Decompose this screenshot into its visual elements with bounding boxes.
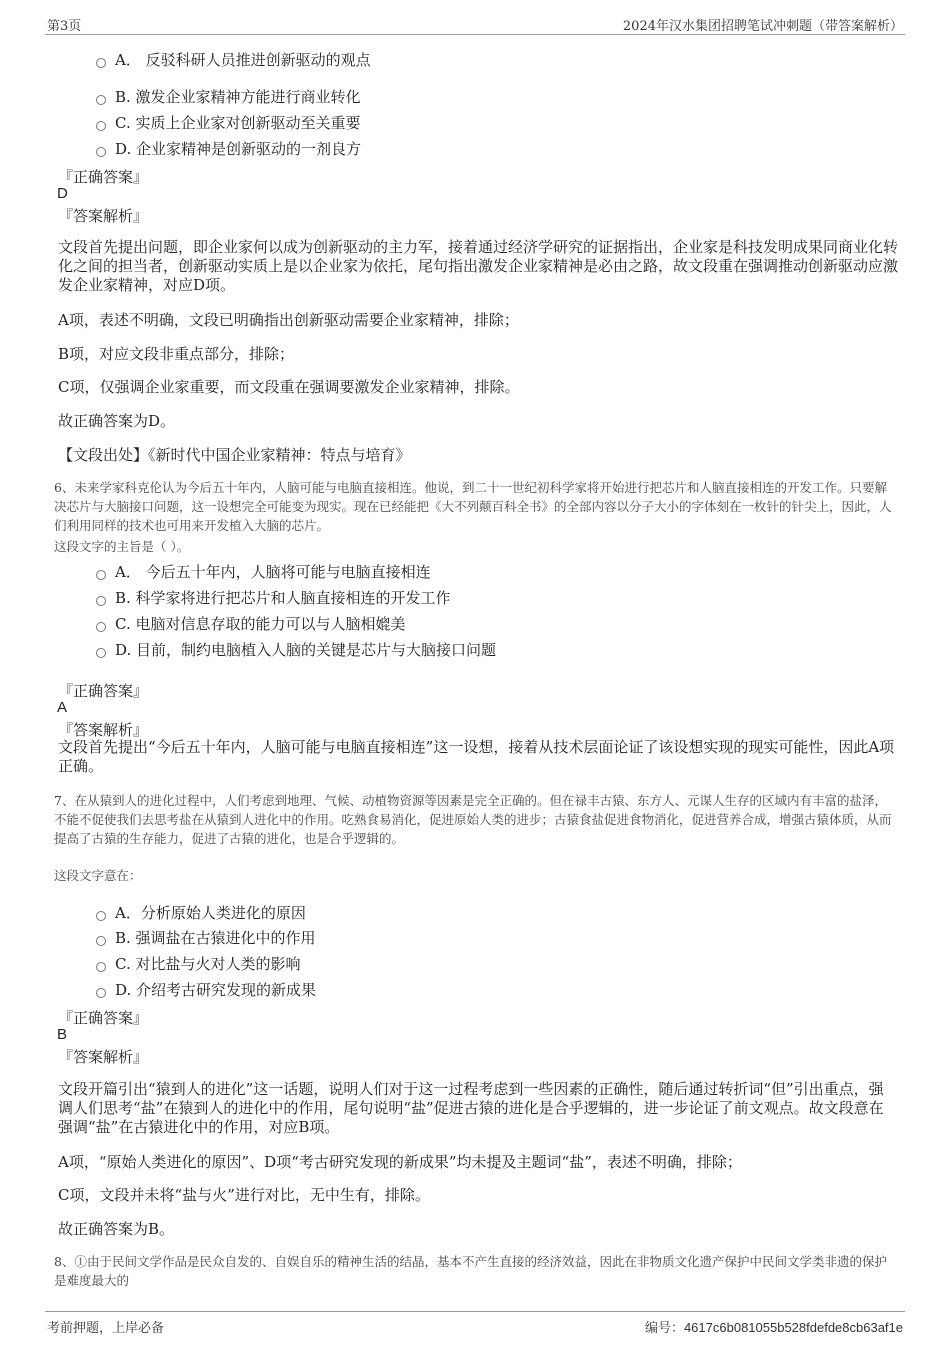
- footer-slogan: 考前押题，上岸必备: [47, 1321, 165, 1336]
- q5-note-c: C项，仅强调企业家重要，而文段重在强调要激发企业家精神，排除。: [58, 378, 520, 396]
- q7-answer: B: [57, 1026, 68, 1043]
- radio-icon[interactable]: [96, 648, 106, 658]
- q5-option-d[interactable]: [96, 138, 361, 159]
- q5-analysis: 文段首先提出问题，即企业家何以成为创新驱动的主力军，接着通过经济学研究的证据指出，企业家是科技发明成果同商业化转化之间的担当者，创新驱动实质上是以企业家为依托，尾句指出激发企业家精神是必由之路，故文段重在强调推动创新驱动应激发企业家精神，对应D项。: [58, 238, 899, 294]
- q6-stem: 6、未来学家科克伦认为今后五十年内，人脑可能与电脑直接相连。他说，到二十一世纪初科学家将开始进行把芯片和人脑直接相连的开发工作。只要解决芯片与大脑接口问题，这一设想完全可能变为现实。现在已经能把《大不列颠百科全书》的全部内容以分子大小的字体刻在一枚针的针尖上，因此，人们利用同样的技术也可用来开发植入大脑的芯片。: [54, 480, 892, 533]
- radio-icon[interactable]: [96, 147, 106, 157]
- page-number: 第3页: [47, 19, 82, 34]
- q5-option-a[interactable]: [96, 49, 371, 70]
- radio-icon[interactable]: [96, 95, 106, 105]
- radio-icon[interactable]: [96, 121, 106, 131]
- option-label: C. 对比盐与火对人类的影响: [115, 955, 301, 973]
- page-footer: [45, 1311, 905, 1346]
- q5-note-b: B项，对应文段非重点部分，排除；: [58, 345, 295, 363]
- q7-stem: 7、在从猿到人的进化过程中，人们考虑到地理、气候、动植物资源等因素是完全正确的。但在禄丰古猿、东方人、元谋人生存的区域内有丰富的盐泽，不能不促使我们去思考盐在从猿到人进化中的作用。吃熟食易消化，促进原始人类的进步；古猿食盐促进食物消化，促进营养合成，增强古猿体质，从而提高了古猿的生存能力，促进了古猿的进化，也是合乎逻辑的。: [54, 793, 892, 846]
- q5-note-a: A项，表述不明确，文段已明确指出创新驱动需要企业家精神，排除；: [58, 311, 519, 329]
- radio-icon[interactable]: [96, 962, 106, 972]
- q5-option-c[interactable]: [96, 112, 360, 133]
- q7-option-d[interactable]: [96, 979, 316, 1000]
- q5-analysis-label: 『答案解析』: [58, 207, 149, 225]
- q5-conclusion: 故正确答案为D。: [58, 412, 176, 430]
- page-header: [45, 0, 905, 35]
- radio-icon[interactable]: [96, 988, 106, 998]
- radio-icon[interactable]: [96, 622, 106, 632]
- option-label: A．分析原始人类进化的原因: [115, 904, 306, 922]
- q7-option-b[interactable]: [96, 927, 316, 948]
- option-label: D. 介绍考古研究发现的新成果: [115, 981, 317, 999]
- q6-option-b[interactable]: [96, 587, 451, 608]
- q6-option-d[interactable]: [96, 639, 496, 660]
- q7-note-ad: A项，“原始人类进化的原因”、D项“考古研究发现的新成果”均未提及主题词“盐”，表述不明确，排除；: [58, 1153, 742, 1171]
- q7-conclusion: 故正确答案为B。: [58, 1220, 175, 1238]
- q6-analysis: 文段首先提出“今后五十年内，人脑可能与电脑直接相连”这一设想，接着从技术层面论证了该设想实现的现实可能性，因此A项正确。: [58, 738, 895, 775]
- q6-option-a[interactable]: [96, 561, 431, 582]
- q5-answer: D: [57, 185, 68, 202]
- radio-icon[interactable]: [96, 570, 106, 580]
- document-title: 2024年汉水集团招聘笔试冲刺题（带答案解析）: [622, 19, 903, 34]
- option-label: A． 今后五十年内，人脑将可能与电脑直接相连: [115, 563, 431, 581]
- radio-icon[interactable]: [96, 911, 106, 921]
- q7-analysis-label: 『答案解析』: [58, 1048, 149, 1066]
- radio-icon[interactable]: [96, 58, 106, 68]
- q6-option-c[interactable]: [96, 613, 405, 634]
- option-label: A． 反驳科研人员推进创新驱动的观点: [115, 51, 371, 69]
- radio-icon[interactable]: [96, 596, 106, 606]
- q7-analysis: 文段开篇引出“猿到人的进化”这一话题，说明人们对于这一过程考虑到一些因素的正确性，随后通过转折词“但”引出重点，强调人们思考“盐”在猿到人的进化中的作用，尾句说明“盐”促进古猿的进化是合乎逻辑的，进一步论证了前文观点。故文段意在强调“盐”在古猿进化中的作用，对应B项。: [58, 1080, 884, 1136]
- q7-note-c: C项，文段并未将“盐与火”进行对比，无中生有，排除。: [58, 1186, 430, 1204]
- q5-source: 【文段出处】《新时代中国企业家精神：特点与培育》: [58, 446, 411, 464]
- q8-stem: 8、①由于民间文学作品是民众自发的、自娱自乐的精神生活的结晶，基本不产生直接的经济效益，因此在非物质文化遗产保护中民间文学类非遗的保护是难度最大的: [54, 1254, 887, 1288]
- option-label: B. 强调盐在古猿进化中的作用: [115, 929, 316, 947]
- q7-prompt: 这段文字意在：: [54, 868, 142, 883]
- option-label: C. 实质上企业家对创新驱动至关重要: [115, 114, 361, 132]
- q6-answer: A: [57, 699, 68, 716]
- q7-option-c[interactable]: [96, 953, 300, 974]
- option-label: B. 激发企业家精神方能进行商业转化: [115, 88, 361, 106]
- q6-answer-label: 『正确答案』: [58, 682, 149, 700]
- option-label: C. 电脑对信息存取的能力可以与人脑相媲美: [115, 615, 406, 633]
- option-label: D. 目前，制约电脑植入人脑的关键是芯片与大脑接口问题: [115, 641, 497, 659]
- q6-prompt: 这段文字的主旨是（ ）。: [54, 539, 190, 554]
- q7-answer-label: 『正确答案』: [58, 1009, 149, 1027]
- q5-option-b[interactable]: [96, 86, 361, 107]
- option-label: D. 企业家精神是创新驱动的一剂良方: [115, 140, 362, 158]
- q5-answer-label: 『正确答案』: [58, 168, 149, 186]
- q7-option-a[interactable]: [96, 902, 306, 923]
- radio-icon[interactable]: [96, 936, 106, 946]
- option-label: B. 科学家将进行把芯片和人脑直接相连的开发工作: [115, 589, 451, 607]
- q6-analysis-label: 『答案解析』: [58, 721, 149, 739]
- document-id: 编号：4617c6b081055b528fdefde8cb63af1e: [644, 1320, 903, 1335]
